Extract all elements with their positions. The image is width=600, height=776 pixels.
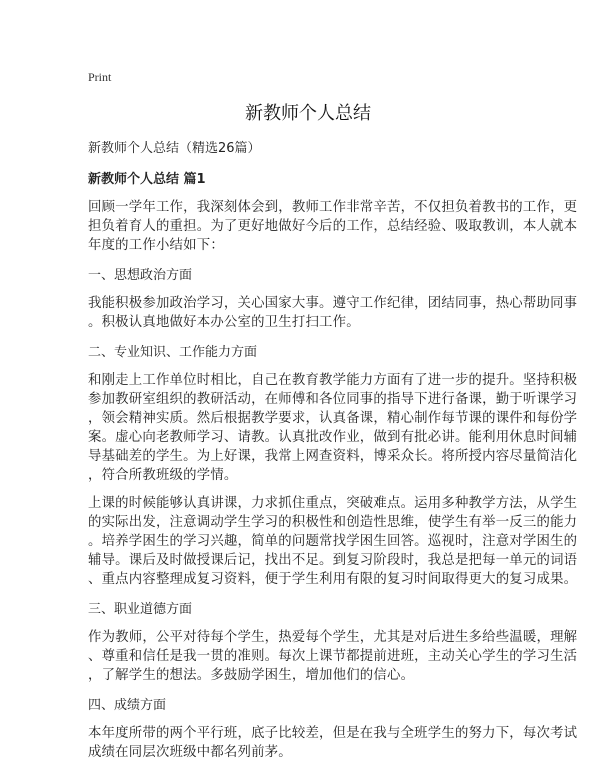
paragraph-line: 担负着育人的重担。为了更好地做好今后的工作，总结经验、吸取教训，本人就本 <box>88 219 578 234</box>
paragraph-line: 案。虚心向老教师学习、请教。认真批改作业，做到有批必讲。能利用休息时间辅 <box>88 430 578 445</box>
paragraph-line: ，了解学生的想法。多鼓励学困生，增加他们的信心。 <box>88 668 415 683</box>
section-heading: 一、思想政治方面 <box>88 268 193 283</box>
page-title: 新教师个人总结 <box>245 103 371 124</box>
paragraph-line: 。积极认真地做好本办公室的卫生打扫工作。 <box>88 315 360 330</box>
paragraph <box>88 294 578 332</box>
paragraph-line: 回顾一学年工作，我深刻体会到，教师工作非常辛苦，不仅担负着教书的工作，更 <box>88 200 578 215</box>
article-body <box>88 198 578 762</box>
paragraph-line: 参加教研室组织的教研活动，在师傅和各位同事的指导下进行备课，勤于听课学习 <box>88 392 578 407</box>
paragraph-line: 和刚走上工作单位时相比，自己在教育教学能力方面有了进一步的提升。坚持积极 <box>88 373 578 388</box>
paragraph-line: 、尊重和信任是我一贯的准则。每次上课节都提前进班，主动关心学生的学习生活 <box>88 649 578 664</box>
article-heading: 新教师个人总结 篇1 <box>88 172 206 187</box>
paragraph-line: 、重点内容整理成复习资料，便于学生利用有限的复习时间取得更大的复习成果。 <box>88 572 578 587</box>
paragraph-line: ，领会精神实质。然后根据教学要求，认真备课，精心制作每节课的课件和每份学 <box>88 411 578 426</box>
paragraph-line: 成绩在同层次班级中都名列前茅。 <box>88 745 292 760</box>
document-page <box>88 70 578 771</box>
paragraph <box>88 628 578 685</box>
paragraph-line: 。培养学困生的学习兴趣，简单的问题常找学困生回答。巡视时，注意对学困生的 <box>88 534 578 549</box>
paragraph-line: 作为教师，公平对待每个学生，热爱每个学生，尤其是对后进生多给些温暖，理解 <box>88 630 578 645</box>
document-subtitle: 新教师个人总结（精选26篇） <box>88 141 261 156</box>
paragraph-line: 辅导。课后及时做授课后记，找出不足。到复习阶段时，我总是把每一单元的词语 <box>88 553 578 568</box>
paragraph <box>88 724 578 762</box>
paragraph-line: 本年度所带的两个平行班，底子比较差，但是在我与全班学生的努力下，每次考试 <box>88 726 578 741</box>
paragraph <box>88 494 578 589</box>
paragraph-line: ，符合所教班级的学情。 <box>88 468 238 483</box>
section-heading: 三、职业道德方面 <box>88 602 193 617</box>
section-heading: 二、专业知识、工作能力方面 <box>88 345 258 360</box>
section-heading: 四、成绩方面 <box>88 698 167 713</box>
paragraph-line: 的实际出发，注意调动学生学习的积极性和创造性思维，使学生有举一反三的能力 <box>88 515 578 530</box>
paragraph-line: 年度的工作小结如下： <box>88 238 224 253</box>
paragraph <box>88 198 578 255</box>
paragraph <box>88 371 578 485</box>
paragraph-line: 我能积极参加政治学习，关心国家大事。遵守工作纪律，团结同事，热心帮助同事 <box>88 296 578 311</box>
paragraph-line: 导基础差的学生。为上好课，我常上网查资料，博采众长。将所授内容尽量简洁化 <box>88 449 578 464</box>
print-link[interactable]: Print <box>88 70 112 84</box>
paragraph-line: 上课的时候能够认真讲课，力求抓住重点，突破难点。运用多种教学方法，从学生 <box>88 496 578 511</box>
